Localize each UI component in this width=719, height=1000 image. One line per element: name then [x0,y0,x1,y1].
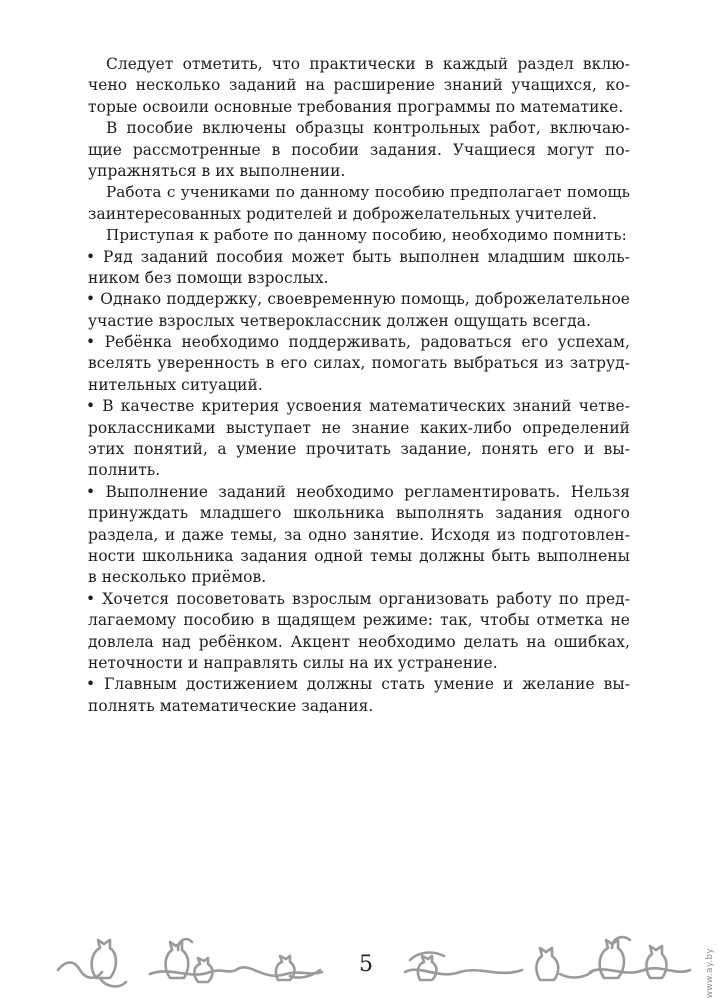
page-number: 5 [359,952,373,977]
bullet-item [88,247,630,290]
text-line: лагаемому пособию в щадящем режиме: так, чтобы отметка не [88,611,630,630]
text-line: В пособие включены образцы контрольных работ, включаю- [106,119,630,138]
text-line: • Хочется посоветовать взрослым организовать работу по пред- [86,589,630,608]
bullet-item [88,674,630,717]
text-line: • Главным достижением должны стать умение и желание вы- [86,675,630,694]
text-line: полнять математические задания. [88,696,374,715]
text-line: • В качестве критерия усвоения математических знаний четве- [86,397,630,416]
bullet-item [88,482,630,589]
text-line: нительных ситуаций. [88,375,263,394]
text-line: полнить. [88,461,161,480]
text-line: щие рассмотренные в пособии задания. Учащиеся могут по- [88,140,630,159]
paragraph [88,54,630,118]
text-line: Следует отметить, что практически в каждый раздел вклю- [106,55,630,73]
bullet-item [88,589,630,675]
text-line: довлела над ребёнком. Акцент необходимо делать на ошибках, [88,632,630,651]
text-line: • Ряд заданий пособия может быть выполнен младшим школь- [86,247,630,266]
text-line: ности школьника задания одной темы должны быть выполнены [88,546,630,565]
text-line: участие взрослых четвероклассник должен ощущать всегда. [88,311,591,330]
text-line: торые освоили основные требования программы по математике. [88,97,624,116]
text-line: принуждать младшего школьника выполнять задания одного [88,504,630,523]
text-line: в несколько приёмов. [88,568,267,587]
text-line: чено несколько заданий на расширение знаний учащихся, ко- [88,76,630,95]
text-line: роклассниками выступает не знание каких-либо определений [88,418,630,437]
bullet-item [88,332,630,396]
text-line: • Выполнение заданий необходимо регламентировать. Нельзя [86,482,630,501]
paragraph [88,182,630,225]
text-line: • Однако поддержку, своевременную помощь, доброжелательное [86,290,630,309]
text-line: этих понятий, а умение прочитать задание, понять его и вы- [88,440,630,459]
text-line: вселять уверенность в его силах, помогать выбраться из затруд- [88,354,630,373]
body-text [88,54,630,717]
text-line: раздела, и даже темы, за одно занятие. Исходя из подготовлен- [88,525,630,544]
paragraph [88,118,630,182]
text-line: заинтересованных родителей и доброжелательных учителей. [88,204,598,223]
text-line: ником без помощи взрослых. [88,268,329,287]
bullet-item [88,289,630,332]
text-line: неточности и направлять силы на их устранение. [88,653,498,672]
text-line: Приступая к работе по данному пособию, необходимо помнить: [106,226,627,245]
bullet-item [88,396,630,482]
paragraph [88,225,630,246]
text-line: Работа с учениками по данному пособию предполагает помощь [106,183,630,202]
text-line: • Ребёнка необходимо поддерживать, радоваться его успехам, [86,333,630,352]
text-line: упражняться в их выполнении. [88,161,346,180]
watermark: www.ay.by [705,948,715,999]
